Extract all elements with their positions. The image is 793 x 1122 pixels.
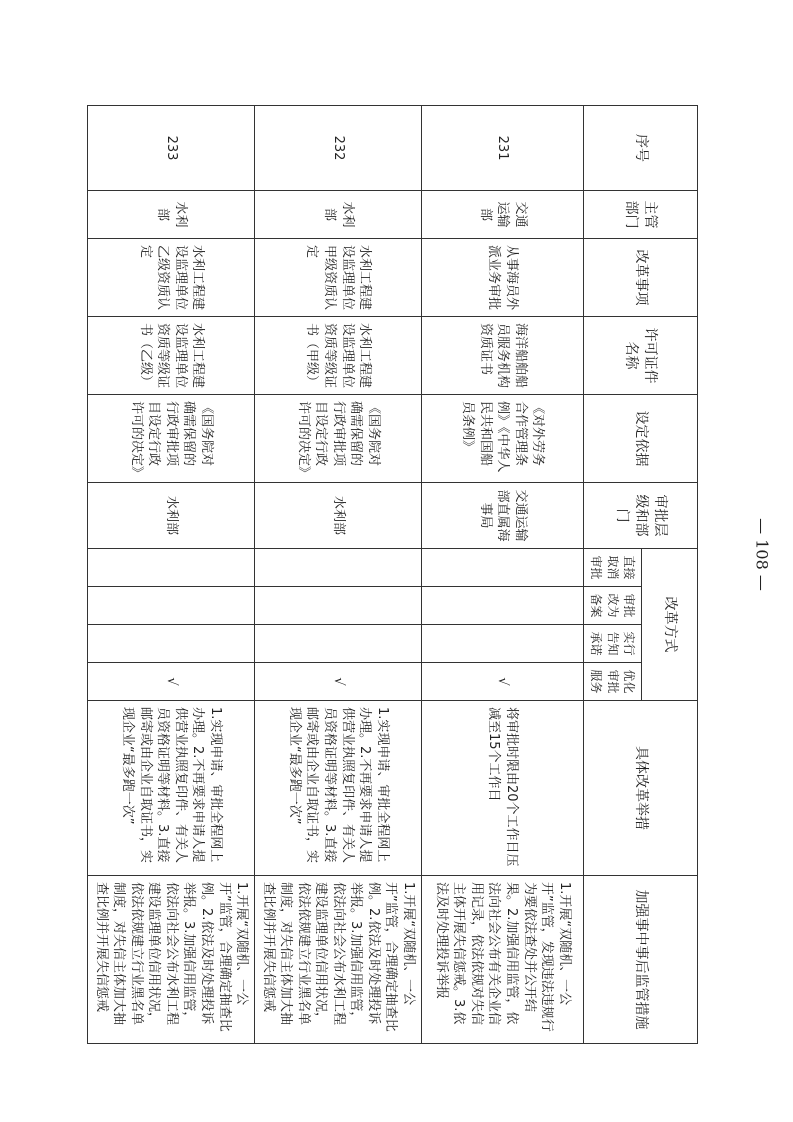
cell-mode-notify	[422, 625, 584, 663]
cell-mode-notify	[255, 625, 422, 663]
header-seq: 序号	[584, 106, 698, 191]
table-row	[88, 106, 255, 1044]
cell-license: 水利工程建设监理单位资质等级证书（甲级）	[255, 317, 422, 395]
header-mode-cancel: 直接取消审批	[584, 549, 642, 587]
cell-mode-cancel	[422, 549, 584, 587]
cell-dept: 水利部	[255, 191, 422, 239]
header-mode-notify: 实行告知承诺	[584, 625, 642, 663]
cell-level: 交通运输部直属海事局	[422, 483, 584, 549]
cell-measures: 将审批时限由20个工作日压减至15个工作日	[422, 701, 584, 876]
reform-table	[87, 105, 698, 1044]
cell-mode-cancel	[255, 549, 422, 587]
cell-basis: 《国务院对确需保留的行政审批项目设定行政许可的决定》	[88, 395, 255, 483]
cell-mode-optimize-check: √	[88, 663, 255, 701]
header-basis: 设定依据	[584, 395, 698, 483]
header-dept: 主管部门	[584, 191, 698, 239]
cell-item: 从事海员外派业务审批	[422, 239, 584, 317]
table-header-row	[642, 106, 698, 1044]
cell-mode-optimize-check: √	[255, 663, 422, 701]
cell-basis: 《国务院对确需保留的行政审批项目设定行政许可的决定》	[255, 395, 422, 483]
cell-measures: 1.实现申请、审批全程网上办理。2.不再要求申请人提供营业执照复印件、有关人员资格证明等材料。3.直接邮寄或由企业自取证书，实现企业“最多跑一次”	[88, 701, 255, 876]
header-measures: 具体改革举措	[584, 701, 698, 876]
rotated-table-wrapper	[93, 105, 698, 1043]
header-license: 许可证件名称	[584, 317, 698, 395]
header-mode-filing: 审批改为备案	[584, 587, 642, 625]
cell-license: 海洋船舶船员服务机构资质证书	[422, 317, 584, 395]
cell-basis: 《对外劳务合作管理条例》《中华人民共和国船员条例》	[422, 395, 584, 483]
cell-mode-cancel	[88, 549, 255, 587]
cell-mode-optimize-check: √	[422, 663, 584, 701]
cell-supervision: 1.开展“双随机、一公开”监管，合理确定抽查比例。2.依法及时处理投诉举报。3.加强信用监管，依法向社会公布水利工程建设监理单位信用状况，依法依规建立行业黑名单制度，对失信主体加大抽查比例并开展失信惩戒	[88, 876, 255, 1044]
cell-dept: 交通运输部	[422, 191, 584, 239]
cell-level: 水利部	[255, 483, 422, 549]
header-item: 改革事项	[584, 239, 698, 317]
cell-measures: 1.实现申请、审批全程网上办理。2.不再要求申请人提供营业执照复印件、有关人员资格证明等材料。3.直接邮寄或由企业自取证书，实现企业“最多跑一次”	[255, 701, 422, 876]
header-mode-optimize: 优化审批服务	[584, 663, 642, 701]
cell-seq: 233	[88, 106, 255, 191]
cell-item: 水利工程建设监理单位甲级资质认定	[255, 239, 422, 317]
cell-seq: 232	[255, 106, 422, 191]
cell-mode-filing	[255, 587, 422, 625]
header-supervision: 加强事中事后监管措施	[584, 876, 698, 1044]
page-number: — 108 —	[752, 518, 772, 591]
cell-mode-filing	[422, 587, 584, 625]
header-level: 审批层级和部门	[584, 483, 698, 549]
page-number-wrapper	[722, 518, 772, 600]
cell-item: 水利工程建设监理单位乙级资质认定	[88, 239, 255, 317]
cell-supervision: 1.开展“双随机、一公开”监管，合理确定抽查比例。2.依法及时处理投诉举报。3.加强信用监管，依法向社会公布水利工程建设监理单位信用状况，依法依规建立行业黑名单制度，对失信主体加大抽查比例并开展失信惩戒	[255, 876, 422, 1044]
cell-dept: 水利部	[88, 191, 255, 239]
cell-mode-filing	[88, 587, 255, 625]
cell-seq: 231	[422, 106, 584, 191]
header-reform-mode: 改革方式	[642, 549, 698, 701]
cell-supervision: 1.开展“双随机、一公开”监管，发现违法违规行为要依法查处并公开结果。2.加强信用监管，依法向社会公布有关企业信用记录，依法依规对失信主体开展失信惩戒。3.依法及时处理投诉举报	[422, 876, 584, 1044]
table-row	[422, 106, 584, 1044]
cell-mode-notify	[88, 625, 255, 663]
table-row	[255, 106, 422, 1044]
cell-license: 水利工程建设监理单位资质等级证书（乙级）	[88, 317, 255, 395]
cell-level: 水利部	[88, 483, 255, 549]
